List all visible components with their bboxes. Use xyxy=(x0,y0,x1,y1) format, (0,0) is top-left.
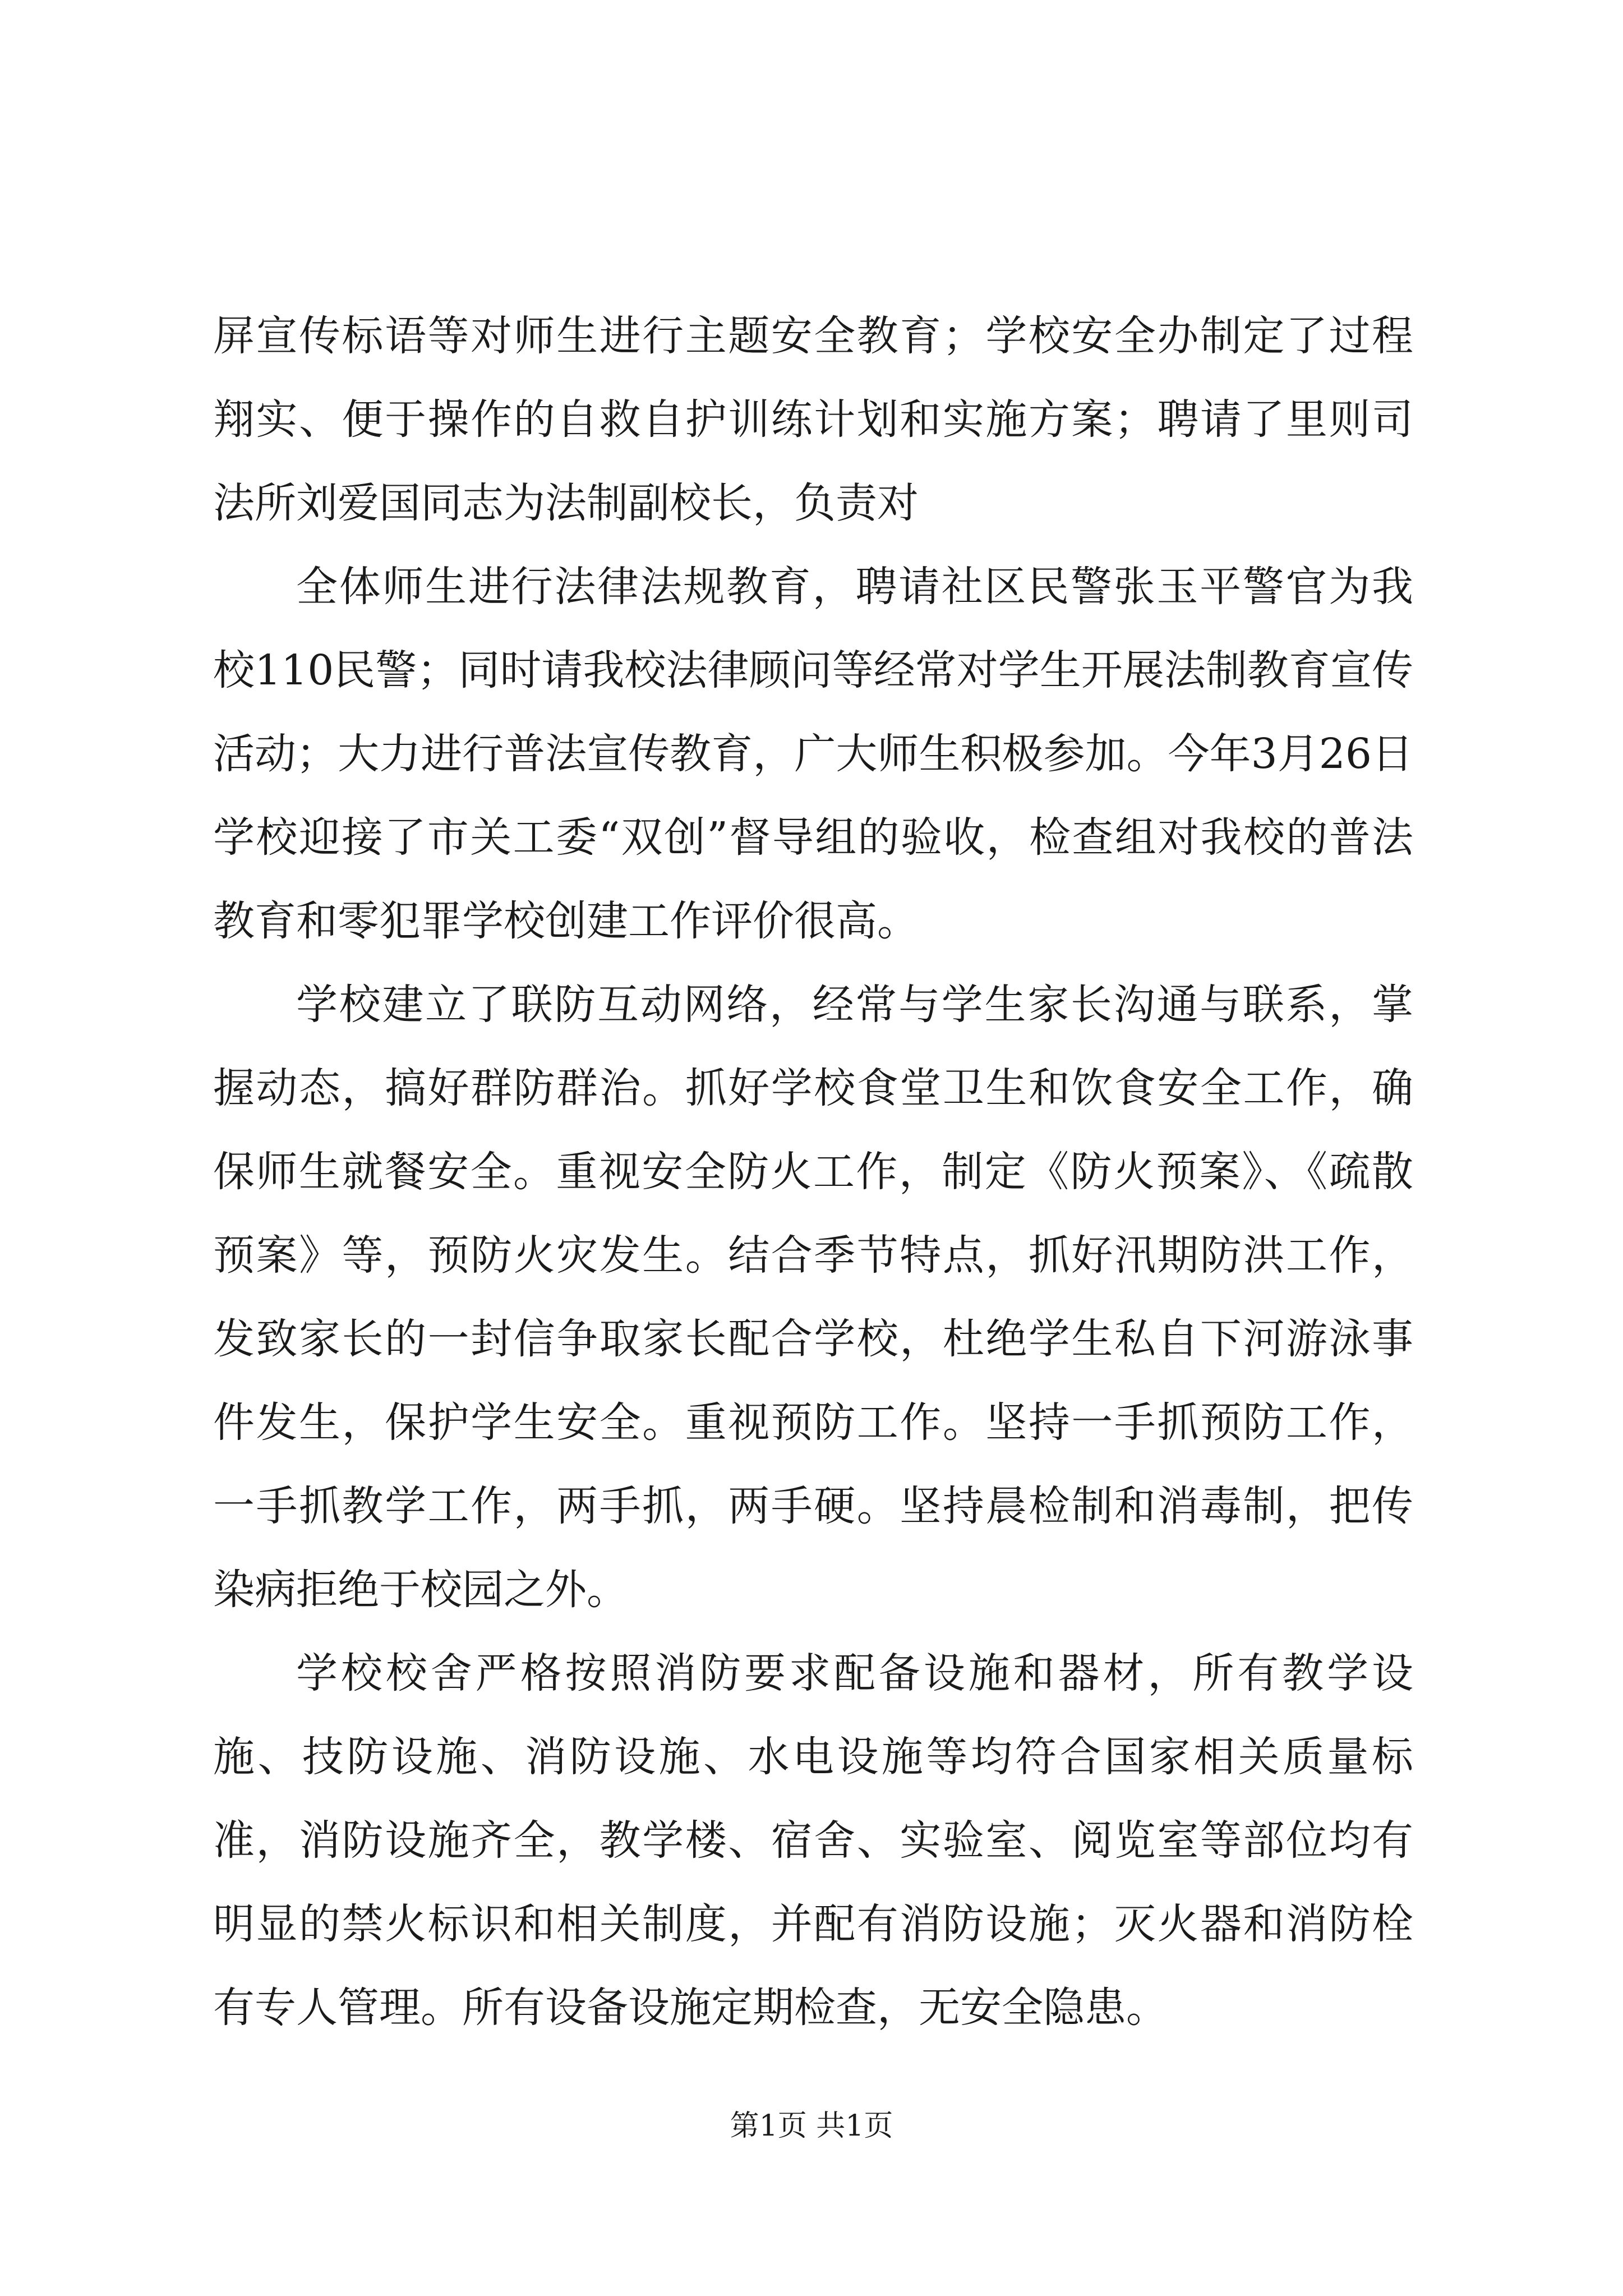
document-body xyxy=(213,295,1413,2050)
paragraph-4: 学校校舍严格按照消防要求配备设施和器材，所有教学设施、技防设施、消防设施、水电设施等均符合国家相关质量标准，消防设施齐全，教学楼、宿舍、实验室、阅览室等部位均有明显的禁火标识和相关制度，并配有消防设施；灭火器和消防栓有专人管理。所有设备设施定期检查，无安全隐患。 xyxy=(213,1649,1413,2032)
paragraph-3: 学校建立了联防互动网络，经常与学生家长沟通与联系，掌握动态，搞好群防群治。抓好学校食堂卫生和饮食安全工作，确保师生就餐安全。重视安全防火工作，制定《防火预案》、《疏散预案》等，预防火灾发生。结合季节特点，抓好汛期防洪工作，发致家长的一封信争取家长配合学校，杜绝学生私自下河游泳事件发生，保护学生安全。重视预防工作。坚持一手抓预防工作，一手抓教学工作，两手抓，两手硬。坚持晨检制和消毒制，把传染病拒绝于校园之外。 xyxy=(213,981,1413,1614)
paragraph-2: 全体师生进行法律法规教育，聘请社区民警张玉平警官为我校110民警；同时请我校法律顾问等经常对学生开展法制教育宣传活动；大力进行普法宣传教育，广大师生积极参加。今年3月26日学校迎接了市关工委“双创”督导组的验收，检查组对我校的普法教育和零犯罪学校创建工作评价很高。 xyxy=(213,563,1413,945)
page-footer xyxy=(0,2106,1623,2146)
paragraph-1: 屏宣传标语等对师生进行主题安全教育；学校安全办制定了过程翔实、便于操作的自救自护训练计划和实施方案；聘请了里则司法所刘爱国同志为法制副校长，负责对 xyxy=(213,312,1413,527)
page-number-label: 第1页 共1页 xyxy=(730,2109,893,2143)
